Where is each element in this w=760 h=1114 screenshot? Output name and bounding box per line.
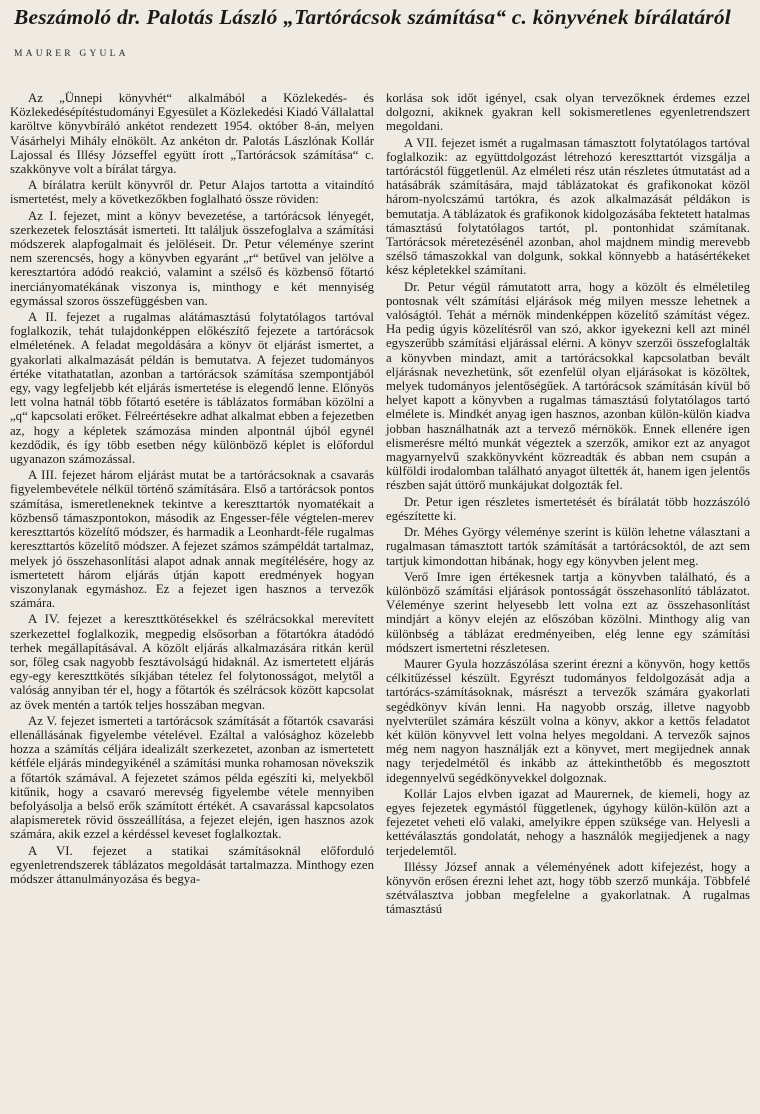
- paragraph: korlása sok időt igényel, csak olyan tervezőknek érdemes ezzel dolgozni, akiknek gyakran kell sokismeretlenes egyenletrendszert megoldani.: [386, 91, 750, 134]
- body-columns: [10, 91, 750, 917]
- paragraph: Maurer Gyula hozzászólása szerint érezni a könyvön, hogy kettős célkitűzéssel készült. Egyrészt tudományos feldolgozását adja a tartórács-számításoknak, másrészt a tervezők számára gyakorlati segédkönyv kíván lenni. Ha nagyobb ország, illetve nagyobb nyelvterület számára készült volna a könyv, akkor a kettős feladatot két külön könyvvel lett volna helyes megoldani. A tervezők sajnos még nem nagyon használják ezt a könyvet, mert megijednek annak nagy terjedelmétől és inkább az áttekinthetőbb és megosztott idegennyelvű segédkönyvekkel dolgoznak.: [386, 656, 750, 785]
- paragraph: A IV. fejezet a kereszttkötésekkel és szélrácsokkal merevített szerkezettel foglalkozik, megpedig elsősorban a főtartókra átadódó terhek megállapításával. A közölt eljárás alkalmazására ritkán kerül sor, főleg csak nagyobb fesztávolságú hidaknál. Az ismertetett eljárás egy-egy kereszttkötés síkjában tételez fel folytonosságot, melytől a valóság annyiban tér el, hogy a főtartók és szélrácsok között kapcsolat az övek mentén a tartók teljes hosszában megvan.: [10, 612, 374, 712]
- paragraph: Az I. fejezet, mint a könyv bevezetése, a tartórácsok lényegét, szerkezetek felosztását ismerteti. Itt találjuk összefoglalva a számítási módszerek alapfogalmait és jelöléseit. Dr. Petur véleménye szerint nem szerencsés, hogy a könyvben egyaránt „r“ betűvel van jelölve a keresztartóra adódó reakció, valamint a szélső és közbenső főtartó inerciányomatékának viszonya is, minthogy e két mennyiség egymással szoros összefüggésben van.: [10, 208, 374, 308]
- paragraph: A bírálatra került könyvről dr. Petur Alajos tartotta a vitaindító ismertetést, mely a következőkben foglalható össze röviden:: [10, 178, 374, 207]
- paragraph: Kollár Lajos elvben igazat ad Maurernek, de kiemeli, hogy az egyes fejezetek egymástól függetlenek, úgyhogy külön-külön azt a fejezetet veheti elő valaki, amelyikre éppen szüksége van. Helyesli a kettéválasztás gondolatát, nehogy a használók megijedjenek a nagy terjedelemtől.: [386, 786, 750, 858]
- paragraph: Illéssy József annak a véleményének adott kifejezést, hogy a könyvön erősen érezni lehet azt, hogy több szerző munkája. Többfelé szétválasztva jobban megfelelne a gyakorlatnak. A rugalmas támasztású: [386, 859, 750, 917]
- paragraph: A VI. fejezet a statikai számításoknál előforduló egyenletrendszerek táblázatos megoldását tartalmazza. Minthogy ezen módszer áttanulmányozása és begya-: [10, 843, 374, 886]
- paragraph: Dr. Petur végül rámutatott arra, hogy a közölt és elméletileg pontosnak vélt számítási eljárások még milyen messze lehetnek a valóságtól. Tehát a mérnök mindenképpen közelítő számítást végez. Ha pedig úgyis közelítésről van szó, akkor igyekezni kell azt minél egyszerűbb számítási eljárással elérni. A könyv szerzői összefoglalták a könyvben mindazt, amit a tartórácsokkal kapcsolatban bevált eljárásnak nevezhetünk, sőt ezenfelül olyan eljárásokat is közöltek, melyek tudományos jelentőségűek. A tartórácsok számításán kívül bő helyet kapott a könyvben a rugalmas támasztású folytatólagos tartó elmélete is. Mindkét anyag igen hasznos, azonban külön-külön kiadva jobban használhatnák azt a tervező mérnökök. Ennek ellenére igen elismerésre méltó munkát végeztek a szerzők, amikor ezt az anyagot magyarnyelvű szakkönyvként közreadták és abban nem csupán a külföldi irodalomban található anyagot ültették át, hanem igen jelentős részben saját úttörő munkájukat dolgozták fel.: [386, 279, 750, 493]
- paragraph: A VII. fejezet ismét a rugalmasan támasztott folytatólagos tartóval foglalkozik: az együttdolgozást létrehozó kereszttartót vizsgálja a tartórácstól függetlenül. Az elméleti rész után részletes útmutatást ad a hatásábrák számítására, majd táblázatokat és grafikonokat közöl három-nyolcszámú tartókra, és azok alkalmazását példákon is bemutatja. A táblázatok és grafikonok kidolgozásába fektetett hatalmas támasztású folytatólagos tartót, pl. pontonhidat számítanak. Tartórácsok méretezésénél azonban, ahol majdnem mindig merevebb szélső támaszokkal van dolgunk, sokkal könnyebb a hatásértékeket kész képletekkel számítani.: [386, 135, 750, 278]
- paragraph: Az V. fejezet ismerteti a tartórácsok számítását a főtartók csavarási ellenállásának figyelembe vételével. Ezáltal a valósághoz közelebb hozza a számítás céljára idealizált szerkezetet, azonban az ismertetett kétféle eljárás mindegyikénél a számítási munka rohamosan növekszik a főtartók számával. A fejezetet számos példa egészíti ki, melyekből kitűnik, hogy a csavaró merevség figyelembe vétele mennyiben befolyásolja a belső erők számított értékét. A csavarással kapcsolatos alapismeretek rövid összeállítása, a fejezet elején, igen hasznos azok számára, akik ezzel a kérdéssel keveset foglalkoztak.: [10, 713, 374, 842]
- paragraph: A II. fejezet a rugalmas alátámasztású folytatólagos tartóval foglalkozik, tehát tulajdonképpen előkészítő fejezete a tartórácsok elméletének. A feladat megoldására a könyv öt eljárást ismertet, a gyakorlati alkalmazását példán is bemutatva. A fejezet tudományos értéke vitathatatlan, azonban a tartórácsok számítása szempontjából egy, vagy legfeljebb két eljárás ismertetése is elegendő lenne. Előnyös lett volna hatnál több főtartó esetére is táblázatos formában közölni a „q“ kapcsolati erőket. Félreértésekre adhat alkalmat ebben a fejezetben az, hogy a képletek számozása minden alpontnál újból egynél kezdődik, és így több esetben négy különböző képlet is előfordul ugyanazon számozással.: [10, 310, 374, 467]
- paragraph: Verő Imre igen értékesnek tartja a könyvben található, és a különböző számítási eljárások pontosságát összehasonlító táblázatot. Véleménye szerint helyesebb lett volna ezt az összehasonlítást mindjárt a könyv elején az előszóban közölni. Minthogy alig van különbség a táblázat eredményeiben, elég lenne egy számítási módszert ismertetni részletesen.: [386, 569, 750, 655]
- article-title: Beszámoló dr. Palotás László „Tartórácsok számítása“ c. könyvének bírálatáról: [14, 5, 731, 29]
- paragraph: Az „Ünnepi könyvhét“ alkalmából a Közlekedés- és Közlekedésépítéstudományi Egyesület a Közlekedési Kiadó Vállalattal karöltve könyvbíráló ankétot rendezett 1954. október 8-án, melyen Vásárhelyi Mihály elnökölt. Az ankéton dr. Palotás Lászlónak Kollár Lajossal és Illésy Józseffel együtt írott „Tartórácsok számítása“ c. szakkönyve volt a bírálat tárgya.: [10, 91, 374, 177]
- article-author: MAURER GYULA: [14, 49, 129, 59]
- paragraph: Dr. Petur igen részletes ismertetését és bírálatát több hozzászóló egészítette ki.: [386, 494, 750, 523]
- left-column: [10, 91, 374, 917]
- paragraph: Dr. Méhes György véleménye szerint is külön lehetne választani a rugalmasan támasztott tartók számítását a tartórácsoktól, de azt sem tartjuk kimondottan hibának, hogy egy könyvben jelent meg.: [386, 525, 750, 568]
- right-column: [386, 91, 750, 917]
- paragraph: A III. fejezet három eljárást mutat be a tartórácsoknak a csavarás figyelembevétele nélkül történő számítására. Első a tartórácsok pontos számítása, ismeretleneknek tekintve a kereszttartók nyomatékait a közbenső támaszpontokon, második az Engesser-féle végtelen-merev kereszttartós közelítő módszer, és harmadik a Leonhardt-féle rugalmas kereszttartós közelítő módszer. A fejezet számos számpéldát tartalmaz, melyek jó összehasonlítási alapot adnak annak megítélésére, hogy az ismertetett három eljárás útján kapott eredmények hogyan viszonylanak egymáshoz. Ez a fejezet igen hasznos a tervezők számára.: [10, 468, 374, 611]
